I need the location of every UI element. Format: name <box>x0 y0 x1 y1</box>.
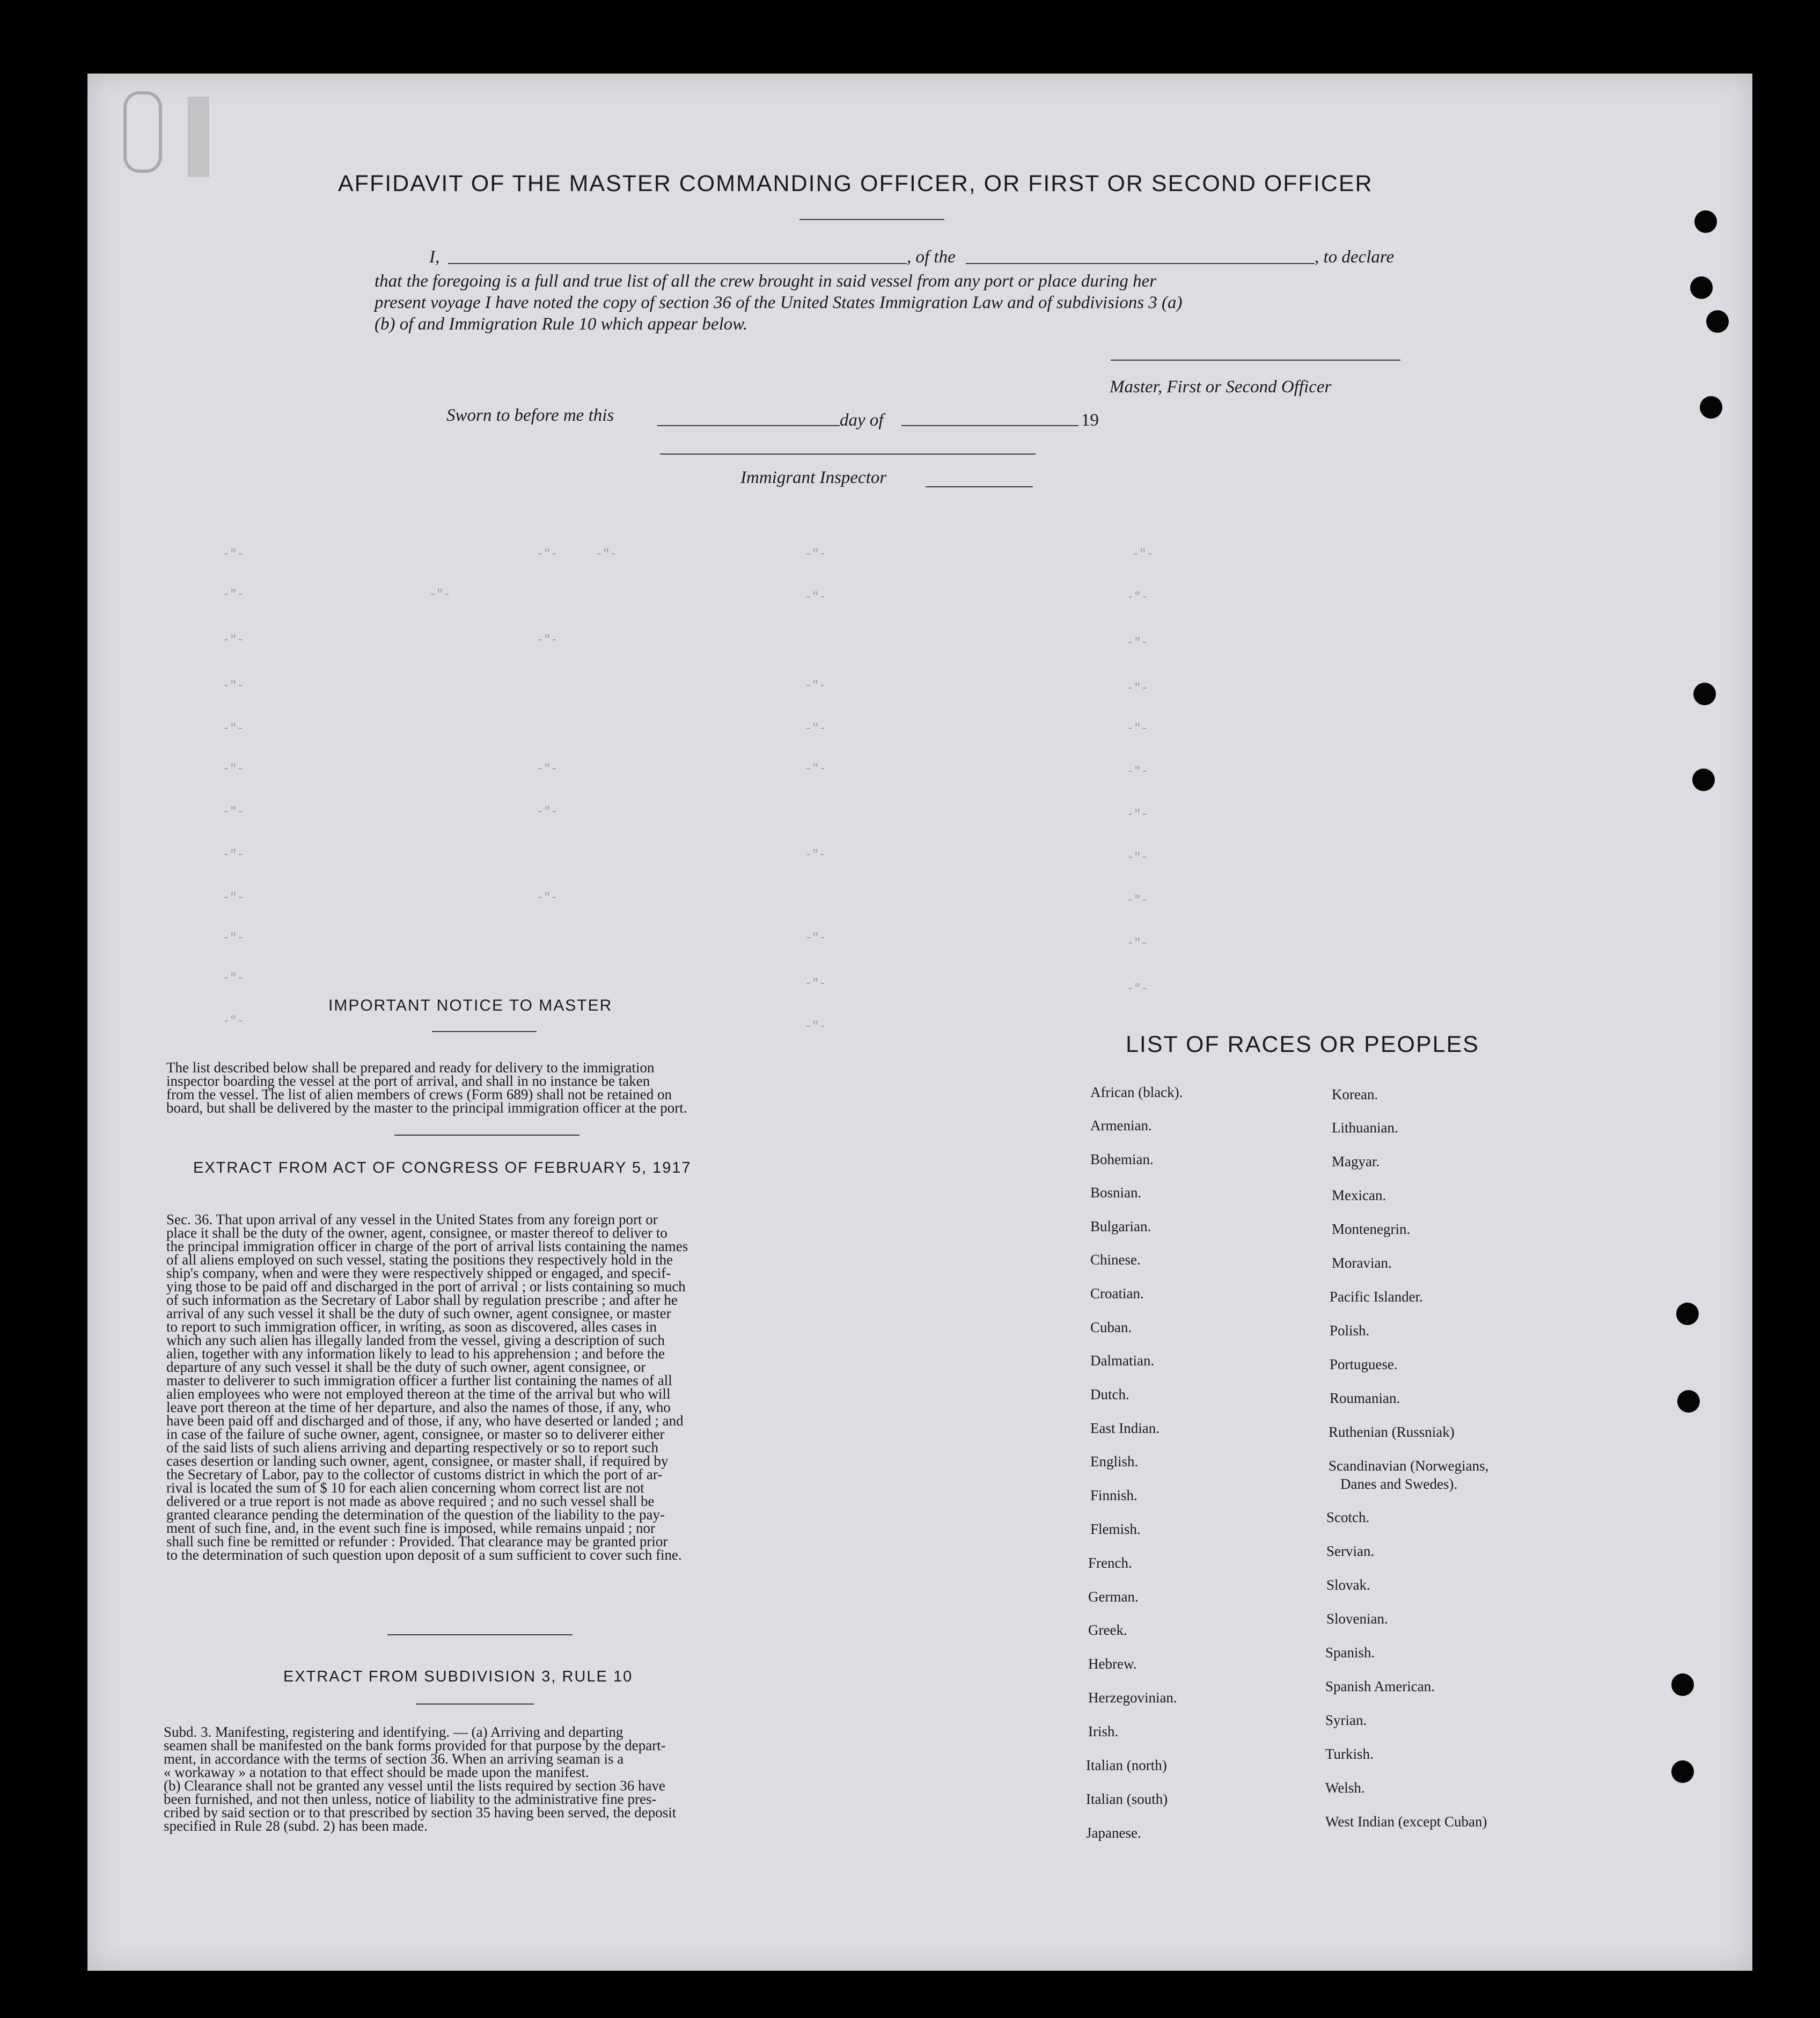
race-item: Servian. <box>1326 1543 1375 1559</box>
rule-line: been furnished, and not then unless, notice of liability to the administrative fine pres- <box>164 1791 657 1807</box>
race-item: Moravian. <box>1332 1255 1392 1271</box>
act-line: ment of such fine, and, in the event such fine is imposed, while remains unpaid ; nor <box>166 1520 656 1536</box>
binder-hole <box>1706 310 1729 333</box>
ghost-ditto: -"- <box>429 588 451 601</box>
race-item: Dalmatian. <box>1090 1352 1155 1369</box>
race-item: Cuban. <box>1090 1319 1132 1335</box>
affidavit-title: AFFIDAVIT OF THE MASTER COMMANDING OFFICER, OR FIRST OR SECOND OFFICER <box>338 171 1373 196</box>
race-item: Flemish. <box>1090 1521 1141 1537</box>
ghost-ditto: -"- <box>1127 937 1148 950</box>
act-line: ship's company, when and were they were respectively shipped or engaged, and specif- <box>166 1265 671 1281</box>
document-page <box>87 74 1752 1971</box>
bleed-through-mark <box>188 97 209 177</box>
race-item: Portuguese. <box>1330 1356 1398 1372</box>
act-line: to report to such immigration officer, in writing, as soon as discovered, alles cases in <box>166 1319 657 1335</box>
binder-hole <box>1671 1760 1694 1783</box>
ghost-ditto: -"- <box>805 762 826 776</box>
rule-line: seamen shall be manifested on the bank forms provided for that purpose by the depart- <box>164 1737 666 1753</box>
ghost-ditto: -"- <box>805 931 826 945</box>
notice-line: The list described below shall be prepared and ready for delivery to the immigration <box>166 1059 655 1076</box>
race-item: Dutch. <box>1090 1386 1129 1402</box>
binder-hole <box>1694 210 1717 233</box>
race-item: Korean. <box>1332 1086 1378 1102</box>
ghost-ditto: -"- <box>1127 636 1148 649</box>
ghost-ditto: -"- <box>223 848 244 861</box>
notice-underline <box>432 1031 537 1032</box>
ghost-ditto: -"- <box>537 805 558 818</box>
race-item: French. <box>1088 1555 1132 1571</box>
year-label: 19 <box>1081 411 1099 430</box>
act-line: delivered or a true report is not made as above required ; and no such vessel shall be <box>166 1493 655 1509</box>
act-line: which any such alien has illegally landed from the vessel, giving a description of such <box>166 1332 665 1348</box>
ghost-ditto: -"- <box>1127 682 1148 695</box>
act-line: arrival of any such vessel it shall be the duty of such owner, agent consignee, or master <box>166 1305 671 1321</box>
act-line: cases desertion or landing such owner, agent, consignee, or master shall, if required by <box>166 1453 669 1469</box>
act-line: leave port thereon at the time of her departure, and also the names of those, if any, who <box>166 1399 671 1415</box>
race-item: Greek. <box>1088 1622 1127 1638</box>
ghost-ditto: -"- <box>223 1014 244 1028</box>
act-extract-text <box>166 1213 802 1562</box>
ghost-ditto: -"- <box>537 891 558 904</box>
act-line: of the said lists of such aliens arriving and departing respectively or so to report such <box>166 1439 659 1456</box>
day-of-label: day of <box>840 411 884 430</box>
ghost-ditto: -"- <box>1127 765 1148 778</box>
notice-line: board, but shall be delivered by the master to the principal immigration officer at the port. <box>166 1100 687 1116</box>
race-item: English. <box>1090 1453 1139 1469</box>
race-item: Chinese. <box>1090 1252 1141 1268</box>
declaration-text-2: present voyage I have noted the copy of section 36 of the United States Immigration Law and of subdivisions 3 (a) <box>375 293 1183 312</box>
rule-extract-title: EXTRACT FROM SUBDIVISION 3, RULE 10 <box>283 1668 633 1685</box>
act-line: of such information as the Secretary of Labor shall by regulation prescribe ; and after he <box>166 1292 678 1308</box>
ghost-ditto: -"- <box>1127 982 1148 996</box>
binder-hole <box>1700 396 1722 419</box>
inspector-signature-line <box>660 454 1036 455</box>
race-item: African (black). <box>1090 1084 1183 1100</box>
act-line: of all aliens employed on such vessel, stating the positions they respectively hold in the <box>166 1252 673 1268</box>
race-item: Mexican. <box>1332 1187 1386 1203</box>
act-line: have been paid off and discharged and of those, if any, who have deserted or landed ; and <box>166 1413 684 1429</box>
race-item: Slovenian. <box>1326 1611 1388 1627</box>
ghost-ditto: -"- <box>223 891 244 904</box>
ghost-ditto: -"- <box>805 547 826 561</box>
rule-line: « workaway » a notation to that effect should be made upon the manifest. <box>164 1764 589 1780</box>
race-item: Bosnian. <box>1090 1185 1142 1201</box>
binder-hole <box>1677 1390 1700 1413</box>
race-item: East Indian. <box>1090 1420 1159 1436</box>
race-item: Polish. <box>1330 1322 1370 1339</box>
ghost-ditto: -"- <box>805 977 826 990</box>
name-blank-line <box>448 263 907 264</box>
act-extract-title: EXTRACT FROM ACT OF CONGRESS OF FEBRUARY 5, 1917 <box>193 1159 692 1176</box>
race-item: Bohemian. <box>1090 1151 1154 1167</box>
ghost-ditto: -"- <box>805 722 826 735</box>
act-line: departure of any such vessel it shall be the duty of such owner, agent consignee, or <box>166 1359 646 1375</box>
race-item: Roumanian. <box>1330 1390 1400 1406</box>
race-item: Spanish American. <box>1325 1678 1435 1694</box>
bleed-through-mark <box>123 91 162 173</box>
act-line: the Secretary of Labor, pay to the collector of customs district in which the port of ar- <box>166 1466 663 1482</box>
race-item: Montenegrin. <box>1332 1221 1411 1237</box>
race-item: Syrian. <box>1325 1712 1367 1728</box>
ghost-ditto: -"- <box>223 547 244 561</box>
race-item: Hebrew. <box>1088 1656 1137 1672</box>
rule-line: ment, in accordance with the terms of section 36. When an arriving seaman is a <box>164 1751 624 1767</box>
master-signature-line <box>1111 360 1400 361</box>
race-item: Ruthenian (Russniak) <box>1329 1424 1455 1440</box>
ghost-ditto: -"- <box>1132 547 1154 561</box>
race-item: Magyar. <box>1332 1153 1380 1169</box>
race-item: Welsh. <box>1325 1780 1365 1796</box>
ghost-ditto: -"- <box>223 588 244 601</box>
act-line: granted clearance pending the determination of the question of the liability to the pay- <box>166 1507 665 1523</box>
rule-extract-text <box>164 1725 799 1833</box>
ghost-ditto: -"- <box>1127 894 1148 907</box>
notice-line: inspector boarding the vessel at the port of arrival, and shall in no instance be taken <box>166 1073 650 1089</box>
race-item: Turkish. <box>1325 1746 1374 1762</box>
notice-divider <box>394 1135 579 1136</box>
races-title: LIST OF RACES OR PEOPLES <box>1126 1032 1479 1057</box>
ghost-ditto: -"- <box>1127 590 1148 604</box>
title-underline <box>799 219 944 220</box>
inspector-label: Immigrant Inspector <box>740 468 887 487</box>
notice-title: IMPORTANT NOTICE TO MASTER <box>328 997 613 1014</box>
act-line: in case of the failure of suche owner, agent, consignee, or master so to deliverer either <box>166 1426 665 1442</box>
ghost-ditto: -"- <box>805 848 826 861</box>
ghost-ditto: -"- <box>1127 851 1148 864</box>
sworn-label: Sworn to before me this <box>446 406 614 425</box>
binder-hole <box>1676 1303 1699 1325</box>
race-item: Slovak. <box>1326 1577 1370 1593</box>
act-line: master to deliverer to such immigration officer a further list containing the names of all <box>166 1372 672 1388</box>
race-item: Armenian. <box>1090 1117 1152 1134</box>
act-line: the principal immigration officer in charge of the port of arrival lists containing the names <box>166 1238 688 1254</box>
rule-underline <box>416 1703 534 1705</box>
ghost-ditto: -"- <box>223 931 244 945</box>
ghost-ditto: -"- <box>537 762 558 776</box>
ghost-ditto: -"- <box>223 633 244 647</box>
i-label: I, <box>429 247 440 267</box>
month-line <box>901 425 1078 426</box>
inspector-blank-line <box>926 486 1033 487</box>
act-line: Sec. 36. That upon arrival of any vessel in the United States from any foreign port or <box>166 1211 658 1227</box>
race-item: Irish. <box>1088 1723 1119 1739</box>
act-line: rival is located the sum of $ 10 for each alien concerning whom correct list are not <box>166 1480 644 1496</box>
act-line: ying those to be paid off and discharged in the port of arrival ; or lists containing so much <box>166 1278 686 1295</box>
race-item: Italian (north) <box>1086 1757 1167 1773</box>
ghost-ditto: -"- <box>596 547 617 561</box>
to-declare-label: , to declare <box>1315 247 1395 267</box>
binder-hole <box>1671 1673 1694 1696</box>
ghost-ditto: -"- <box>537 633 558 647</box>
act-line: place it shall be the duty of the owner, agent, consignee, or master thereof to deliver to <box>166 1225 667 1241</box>
of-the-label: , of the <box>907 247 956 267</box>
race-item: Japanese. <box>1086 1825 1141 1841</box>
notice-line: from the vessel. The list of alien members of crews (Form 689) shall not be retained on <box>166 1086 672 1102</box>
act-divider <box>387 1634 573 1635</box>
rule-line: specified in Rule 28 (subd. 2) has been made. <box>164 1818 428 1834</box>
race-item: Lithuanian. <box>1332 1120 1398 1136</box>
rule-line: (b) Clearance shall not be granted any vessel until the lists required by section 36 have <box>164 1778 665 1794</box>
race-item: Finnish. <box>1090 1487 1138 1503</box>
act-line: to the determination of such question upon deposit of a sum sufficient to cover such fine. <box>166 1547 682 1563</box>
ghost-ditto: -"- <box>223 679 244 692</box>
ghost-ditto: -"- <box>1127 722 1148 735</box>
ghost-ditto: -"- <box>223 805 244 818</box>
declaration-text-3: (b) of and Immigration Rule 10 which appear below. <box>375 315 748 334</box>
race-item: Scandinavian (Norwegians, <box>1329 1458 1489 1474</box>
vessel-blank-line <box>966 263 1315 264</box>
ghost-ditto: -"- <box>223 722 244 735</box>
ghost-ditto: -"- <box>537 547 558 561</box>
race-item: West Indian (except Cuban) <box>1325 1814 1487 1830</box>
sworn-day-line <box>657 425 840 426</box>
race-item: Herzegovinian. <box>1088 1690 1177 1706</box>
race-item: Spanish. <box>1325 1644 1375 1661</box>
race-item: Scotch. <box>1326 1509 1370 1525</box>
ghost-ditto: -"- <box>223 762 244 776</box>
binder-hole <box>1690 276 1713 299</box>
ghost-ditto: -"- <box>1127 808 1148 821</box>
ghost-ditto: -"- <box>223 971 244 985</box>
binder-hole <box>1693 683 1716 705</box>
binder-hole <box>1692 769 1715 791</box>
race-item: Croatian. <box>1090 1285 1144 1302</box>
declaration-text-1: that the foregoing is a full and true list of all the crew brought in said vessel from any port or place during her <box>375 272 1157 291</box>
act-line: shall such fine be remitted or refunder : Provided. That clearance may be granted prior <box>166 1533 668 1549</box>
ghost-ditto: -"- <box>805 590 826 604</box>
race-item: Bulgarian. <box>1090 1218 1151 1234</box>
ghost-ditto: -"- <box>805 1020 826 1033</box>
act-line: alien employees who were not employed thereon at the time of the arrival but who will <box>166 1386 671 1402</box>
rule-line: cribed by said section or to that prescribed by section 35 having been served, the deposit <box>164 1804 677 1820</box>
master-label: Master, First or Second Officer <box>1110 377 1332 397</box>
race-item: Pacific Islander. <box>1330 1289 1423 1305</box>
race-item: Danes and Swedes). <box>1340 1476 1458 1492</box>
race-item: Italian (south) <box>1086 1791 1168 1807</box>
ghost-ditto: -"- <box>805 679 826 692</box>
act-line: alien, together with any information likely to lead to his apprehension ; and before the <box>166 1346 665 1362</box>
race-item: German. <box>1088 1589 1139 1605</box>
notice-text <box>166 1061 802 1115</box>
rule-line: Subd. 3. Manifesting, registering and identifying. — (a) Arriving and departing <box>164 1724 623 1740</box>
